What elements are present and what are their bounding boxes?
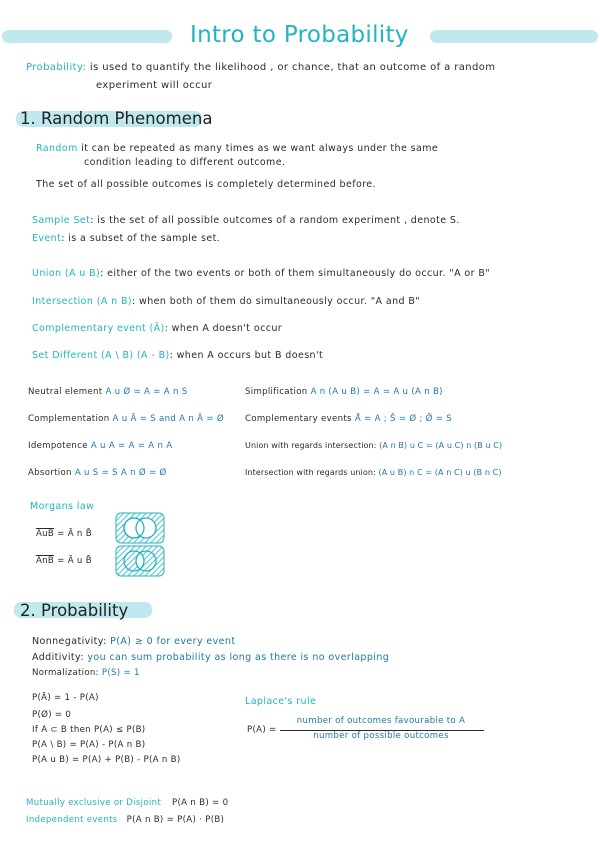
additivity-term: Additivity:	[32, 652, 84, 663]
set-difference-term: Set Different (A \ B) (A - B)	[32, 350, 170, 361]
morgan-law-2-lhs: $\overline{AnB}$	[36, 556, 55, 566]
morgan-law-1	[36, 529, 92, 539]
property-idempotence	[28, 441, 172, 451]
property-absortion	[28, 468, 167, 478]
event-text: : is a subset of the sample set.	[61, 233, 221, 244]
section1-heading: 1. Random Phenomena	[20, 109, 213, 128]
property-label: Idempotence	[28, 441, 88, 451]
independent-events-rule	[26, 815, 224, 825]
section2-heading: 2. Probability	[20, 601, 129, 620]
morgan-law-1-lhs: $\overline{AuB}$	[36, 529, 55, 539]
rule-union: P(A u B) = P(A) + P(B) - P(A n B)	[32, 755, 181, 765]
rule-difference: P(A \ B) = P(A) - P(A n B)	[32, 740, 146, 750]
property-complementary-events	[245, 414, 452, 424]
set-difference-definition	[32, 350, 323, 361]
mutually-exclusive-rule	[26, 798, 228, 808]
rule-empty-set: P(Ø) = 0	[32, 710, 72, 720]
normalization-axiom	[32, 668, 140, 678]
additivity-axiom	[32, 652, 389, 663]
nonnegativity-axiom	[32, 636, 235, 647]
property-neutral	[28, 387, 188, 397]
laplace-lhs: P(A) =	[247, 725, 277, 735]
additivity-text: you can sum probability as long as there is no overlapping	[87, 652, 390, 663]
property-label: Union with regards intersection:	[245, 441, 377, 450]
sample-set-text: : is the set of all possible outcomes of a random experiment , denote S.	[90, 215, 460, 226]
normalization-text: P(S) = 1	[101, 668, 140, 678]
mutually-exclusive-term: Mutually exclusive or Disjoint	[26, 798, 161, 808]
nonnegativity-term: Nonnegativity:	[32, 636, 107, 647]
property-label: Simplification	[245, 387, 308, 397]
set-difference-text: : when A occurs but B doesn't	[169, 350, 324, 361]
property-complementation	[28, 414, 224, 424]
intro-paragraph	[26, 62, 495, 73]
rule-subset: If A ⊂ B then P(A) ≤ P(B)	[32, 725, 146, 735]
normalization-term: Normalization:	[32, 668, 99, 678]
title-highlight-right	[430, 30, 598, 43]
laplace-denominator: number of possible outcomes	[313, 731, 449, 741]
property-intersection-union	[245, 468, 502, 477]
rule-complement: P(Ā) = 1 - P(A)	[32, 693, 99, 703]
morgan-heading: Morgans law	[30, 501, 95, 512]
property-label: Intersection with regards union:	[245, 468, 376, 477]
event-definition	[32, 233, 220, 244]
property-formula: A u Ø = A = A n S	[105, 387, 188, 397]
morgan-law-2	[36, 556, 92, 566]
union-term: Union (A u B)	[32, 268, 101, 279]
event-term: Event	[32, 233, 62, 244]
intro-term: Probability:	[26, 62, 87, 73]
property-union-intersection	[245, 441, 502, 450]
property-formula: (A u B) n C = (A n C) u (B n C)	[378, 468, 502, 477]
sample-set-definition	[32, 215, 460, 226]
property-formula: Ā̄ = A ; S̄ = Ø ; Ø̄ = S	[354, 414, 453, 424]
property-label: Complementation	[28, 414, 110, 424]
intersection-text: : when both of them do simultaneously occur. "A and B"	[132, 296, 421, 307]
complementary-definition	[32, 323, 282, 334]
random-line2: condition leading to different outcome.	[84, 157, 286, 168]
property-label: Absortion	[28, 468, 72, 478]
property-formula: (A n B) u C = (A u C) n (B u C)	[379, 441, 503, 450]
intro-line2: experiment will occur	[96, 80, 213, 91]
property-formula: A u S = S A n Ø = Ø	[74, 468, 167, 478]
determined-statement: The set of all possible outcomes is completely determined before.	[36, 179, 376, 190]
intro-line1: is used to quantify the likelihood , or chance, that an outcome of a random	[89, 62, 496, 73]
property-formula: A u A = A = A n A	[90, 441, 173, 451]
title-highlight-left	[2, 30, 172, 43]
venn-intersection-complement	[114, 544, 166, 578]
property-formula: A u Ā = S and A n Ā = Ø	[112, 414, 224, 424]
mutually-exclusive-text: P(A n B) = 0	[172, 798, 229, 808]
independent-text: P(A n B) = P(A) · P(B)	[126, 815, 225, 825]
page-title: Intro to Probability	[190, 22, 409, 48]
morgan-law-2-rhs: = Ā u B̄	[57, 556, 92, 566]
property-label: Neutral element	[28, 387, 103, 397]
random-line1: it can be repeated as many times as we want always under the same	[81, 143, 439, 154]
venn-union-complement	[114, 511, 166, 545]
union-text: : either of the two events or both of them simultaneously do occur. "A or B"	[100, 268, 491, 279]
complementary-text: : when A doesn't occur	[164, 323, 283, 334]
independent-term: Independent events	[26, 815, 118, 825]
sample-set-term: Sample Set	[32, 215, 91, 226]
intersection-definition	[32, 296, 420, 307]
random-definition	[36, 143, 438, 154]
nonnegativity-text: P(A) ≥ 0 for every event	[110, 636, 236, 647]
laplace-heading: Laplace's rule	[245, 696, 317, 707]
complementary-term: Complementary event (Ā)	[32, 323, 165, 334]
property-formula: A n (A u B) = A = A u (A n B)	[310, 387, 443, 397]
property-label: Complementary events	[245, 414, 352, 424]
random-term: Random	[36, 143, 78, 154]
property-simplification	[245, 387, 443, 397]
intersection-term: Intersection (A n B)	[32, 296, 133, 307]
union-definition	[32, 268, 490, 279]
laplace-numerator: number of outcomes favourable to A	[296, 716, 466, 726]
morgan-law-1-rhs: = Ā n B̄	[57, 529, 92, 539]
